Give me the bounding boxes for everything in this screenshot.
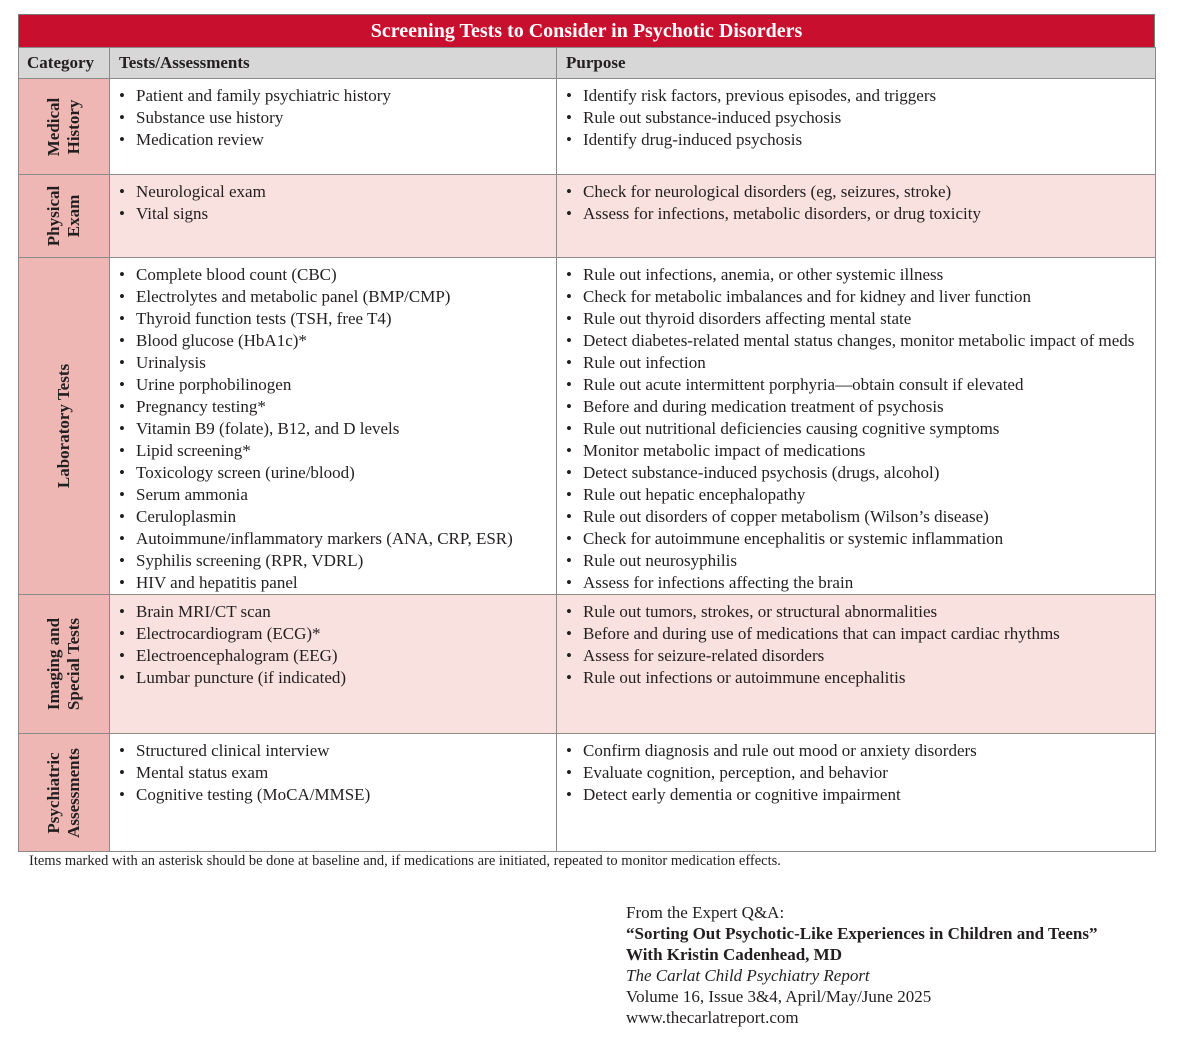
category-cell [19, 595, 110, 734]
list-item: • Identify drug-induced psychosis [566, 129, 1155, 151]
purpose-cell [557, 734, 1156, 852]
purpose-list [557, 175, 1155, 225]
list-item: • Pregnancy testing* [119, 396, 556, 418]
category-cell [19, 79, 110, 175]
category-label: Imaging and Special Tests [44, 617, 83, 711]
purpose-list [557, 734, 1155, 806]
tests-list [110, 79, 556, 151]
list-item: • Neurological exam [119, 181, 556, 203]
category-label: Laboratory Tests [54, 363, 73, 489]
purpose-list [557, 79, 1155, 151]
tests-cell [110, 258, 557, 595]
tests-list [110, 734, 556, 806]
list-item: • Detect early dementia or cognitive impairment [566, 784, 1155, 806]
list-item: • Brain MRI/CT scan [119, 601, 556, 623]
table-row-medical-history [19, 79, 1156, 175]
list-item: • Electrolytes and metabolic panel (BMP/CMP) [119, 286, 556, 308]
purpose-cell [557, 79, 1156, 175]
list-item: • Detect substance-induced psychosis (drugs, alcohol) [566, 462, 1155, 484]
list-item: • Assess for seizure-related disorders [566, 645, 1155, 667]
list-item: • Syphilis screening (RPR, VDRL) [119, 550, 556, 572]
category-cell [19, 734, 110, 852]
list-item: • Rule out infections, anemia, or other systemic illness [566, 264, 1155, 286]
tests-cell [110, 175, 557, 258]
list-item: • Structured clinical interview [119, 740, 556, 762]
list-item: • Rule out substance-induced psychosis [566, 107, 1155, 129]
list-item: • Serum ammonia [119, 484, 556, 506]
publication-issue: Volume 16, Issue 3&4, April/May/June 2025 [626, 987, 932, 1006]
category-label: Medical History [44, 97, 83, 156]
category-label: Physical Exam [44, 185, 83, 247]
list-item: • Rule out nutritional deficiencies causing cognitive symptoms [566, 418, 1155, 440]
list-item: • Check for metabolic imbalances and for kidney and liver function [566, 286, 1155, 308]
tests-cell [110, 734, 557, 852]
list-item: • Rule out disorders of copper metabolism (Wilson’s disease) [566, 506, 1155, 528]
table-row-imaging-special-tests [19, 595, 1156, 734]
list-item: • Ceruloplasmin [119, 506, 556, 528]
source-citation [626, 902, 1097, 1028]
list-item: • Vital signs [119, 203, 556, 225]
list-item: • Autoimmune/inflammatory markers (ANA, CRP, ESR) [119, 528, 556, 550]
list-item: • Medication review [119, 129, 556, 151]
list-item: • HIV and hepatitis panel [119, 572, 556, 594]
list-item: • Evaluate cognition, perception, and behavior [566, 762, 1155, 784]
list-item: • Lumbar puncture (if indicated) [119, 667, 556, 689]
list-item: • Confirm diagnosis and rule out mood or anxiety disorders [566, 740, 1155, 762]
list-item: • Urinalysis [119, 352, 556, 374]
tests-list [110, 258, 556, 594]
purpose-cell [557, 595, 1156, 734]
list-item: • Electroencephalogram (EEG) [119, 645, 556, 667]
publication-website: www.thecarlatreport.com [626, 1008, 799, 1027]
list-item: • Assess for infections affecting the brain [566, 572, 1155, 594]
screening-table [18, 14, 1155, 852]
category-cell [19, 175, 110, 258]
list-item: • Cognitive testing (MoCA/MMSE) [119, 784, 556, 806]
list-item: • Before and during medication treatment of psychosis [566, 396, 1155, 418]
list-item: • Rule out thyroid disorders affecting mental state [566, 308, 1155, 330]
table-title: Screening Tests to Consider in Psychotic Disorders [18, 14, 1155, 47]
purpose-cell [557, 175, 1156, 258]
publication-name: The Carlat Child Psychiatry Report [626, 966, 870, 985]
list-item: • Monitor metabolic impact of medications [566, 440, 1155, 462]
list-item: • Rule out infections or autoimmune encephalitis [566, 667, 1155, 689]
table-grid [18, 47, 1156, 852]
list-item: • Before and during use of medications that can impact cardiac rhythms [566, 623, 1155, 645]
tests-cell [110, 595, 557, 734]
tests-list [110, 595, 556, 689]
list-item: • Assess for infections, metabolic disorders, or drug toxicity [566, 203, 1155, 225]
tests-cell [110, 79, 557, 175]
header-category: Category [19, 48, 110, 79]
list-item: • Rule out acute intermittent porphyria—obtain consult if elevated [566, 374, 1155, 396]
table-row-physical-exam [19, 175, 1156, 258]
list-item: • Identify risk factors, previous episodes, and triggers [566, 85, 1155, 107]
header-row [19, 48, 1156, 79]
list-item: • Patient and family psychiatric history [119, 85, 556, 107]
list-item: • Vitamin B9 (folate), B12, and D levels [119, 418, 556, 440]
list-item: • Substance use history [119, 107, 556, 129]
list-item: • Blood glucose (HbA1c)* [119, 330, 556, 352]
footnote: Items marked with an asterisk should be done at baseline and, if medications are initiated, repeated to monitor medication effects. [29, 853, 781, 869]
purpose-list [557, 595, 1155, 689]
list-item: • Complete blood count (CBC) [119, 264, 556, 286]
list-item: • Mental status exam [119, 762, 556, 784]
table-row-laboratory-tests [19, 258, 1156, 595]
list-item: • Toxicology screen (urine/blood) [119, 462, 556, 484]
list-item: • Check for neurological disorders (eg, seizures, stroke) [566, 181, 1155, 203]
list-item: • Lipid screening* [119, 440, 556, 462]
tests-list [110, 175, 556, 225]
purpose-cell [557, 258, 1156, 595]
list-item: • Rule out infection [566, 352, 1155, 374]
header-purpose: Purpose [557, 48, 1156, 79]
source-intro: From the Expert Q&A: [626, 903, 785, 922]
article-title: “Sorting Out Psychotic-Like Experiences in Children and Teens” [626, 924, 1098, 943]
list-item: • Rule out neurosyphilis [566, 550, 1155, 572]
list-item: • Thyroid function tests (TSH, free T4) [119, 308, 556, 330]
category-label: Psychiatric Assessments [44, 747, 83, 838]
list-item: • Urine porphobilinogen [119, 374, 556, 396]
purpose-list [557, 258, 1155, 594]
list-item: • Rule out tumors, strokes, or structural abnormalities [566, 601, 1155, 623]
list-item: • Detect diabetes-related mental status changes, monitor metabolic impact of meds [566, 330, 1155, 352]
list-item: • Electrocardiogram (ECG)* [119, 623, 556, 645]
table-row-psychiatric-assessments [19, 734, 1156, 852]
article-author: With Kristin Cadenhead, MD [626, 945, 842, 964]
category-cell [19, 258, 110, 595]
list-item: • Rule out hepatic encephalopathy [566, 484, 1155, 506]
header-tests: Tests/Assessments [110, 48, 557, 79]
list-item: • Check for autoimmune encephalitis or systemic inflammation [566, 528, 1155, 550]
